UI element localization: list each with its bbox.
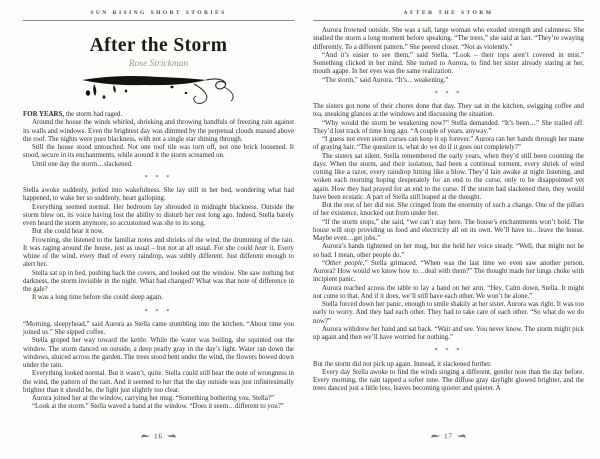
running-header-text: SUN RISING SHORT STORIES (90, 10, 227, 16)
story-paragraph: “The storm,” said Aurora. “It’s…weakening.” (322, 76, 449, 84)
story-paragraph: Every day Stella awoke to find the winds singing a different, gentler note than the day before. Every morning, the rain tapped a softer tune. The diffuse gray daylight glowed brighter, and the trees danced just a little less, leaves becoming quieter and quieter. A (313, 368, 584, 393)
left-page-text (23, 111, 294, 412)
story-paragraph: “I guess not even storm curses can keep it up forever.” Aurora ran her hands through her mane of graying hair. “The question is, what do we do if it goes out completely?” (313, 136, 584, 152)
left-page-footer (0, 433, 300, 441)
story-paragraph: “Look at the storm.” Stella waved a hand at the window. “Does it seem…different to you?” (32, 403, 284, 411)
right-running-header (313, 10, 584, 21)
right-page (300, 0, 600, 459)
story-paragraph: The sisters got none of their chores done that day. They sat in the kitchen, swigging coffee and tea, sneaking glances at the windows and discussing the situation. (313, 103, 584, 119)
story-paragraph: Stella sat up in bed, pushing back the covers, and looked out the window. She saw nothing but darkness, the storm invisible in the night. What had changed? What was that note of difference in the gale? (23, 269, 294, 293)
footer-ornament-icon (457, 433, 466, 441)
scene-break: * * * (144, 173, 173, 181)
story-paragraph: Around the house the winds whirled, shrieking and throwing handfuls of freezing rain against its walls and windows. Even the brightest day was dimmed by the perpetual clouds massed above the roof. The nights were pure blackness, with not a single star shining through. (23, 119, 294, 143)
scene-break: * * * (434, 89, 463, 97)
right-page-text (313, 27, 584, 394)
story-paragraph: Stella groped her way toward the kettle. While the water was boiling, she squinted out the window. The storm danced on outside, a deep pearly gray in the day’s light. Water ran down the windows, sluiced across the garden. The trees stood bent under the wind, the flowers bowed down under the rain. (23, 337, 294, 369)
story-paragraph: Still the house stood untouched. Not one roof tile was torn off, not one brick loosened. It stood, secure in its enchantments, while around it the storm screamed on. (23, 144, 294, 160)
story-paragraph: The sisters sat silent. Stella remembered the early years, when they’d still been counting the days. When the storm, and their isolation, had been a continual torment, every shriek of wind cutting like a razor, every raindrop hitting like a blow. They’d lain awake at night listening, and woken each morning hoping desperately for an end to the curse, only to be disappointed yet again. How they had prayed for an end to the curse. If the storm had slackened then, they would have been ecstatic. A part of Stella still leaped at the thought. (313, 152, 584, 201)
story-paragraph: It was a long time before she could sleep again. (32, 294, 163, 302)
story-paragraph: “If the storm stops,” she said, “we can’t stay here. The house’s enchantments won’t hold. The house will stop providing us food and electricity all on its own. We’ll have to…leave the house. Maybe even…get jobs.” (313, 218, 584, 242)
story-paragraph: But the storm did not pick up again. Instead, it slackened further. (313, 360, 492, 368)
footer-ornament-icon (167, 433, 176, 441)
story-paragraph: “And it’s easier to see them,” said Stella. “Look – their tops aren’t covered in mist.” Something clicked in her mind. She turned to Aurora, to find her sister already staring at her, mouth agape. In her eyes was the same realization. (313, 51, 584, 76)
story-paragraph: Aurora’s hands tightened on her mug, but she held her voice steady. “Well, that might not be so bad. I mean, other people do.” (313, 243, 584, 259)
story-paragraph: “Other people,” Stella grimaced. “When was the last time we even saw another person, Aurora? How would we know how to…deal with them?” The thought made her lungs choke with incipient panic. (313, 259, 584, 284)
story-paragraph: But she could hear it now. (32, 228, 104, 236)
story-author: Rose Strickman (128, 59, 189, 69)
story-paragraph: Stella awoke suddenly, jerked into wakefulness. She lay still in her bed, wondering what had happened, to wake her so suddenly, heart galloping. (23, 187, 294, 203)
left-page-number: 16 (154, 433, 163, 441)
story-paragraph: Everything seemed normal. Her bedroom lay shrouded in midnight blackness. Outside the storm blew on, its voice having lost the ability to disturb her rest long ago. Indeed, Stella barely even heard the storm anymore, so accustomed was she to its song. (23, 203, 294, 227)
story-paragraph: Aurora reached across the table to lay a hand on her arm. “Hey. Calm down, Stella. It might not come to that. And if it does, we’ll still have each other. We won’t be alone.” (313, 284, 584, 300)
story-paragraph: Aurora withdrew her hand and sat back. “Wait and see. You never know. The storm might pick up again and then we’ll have worried for nothing.” (313, 325, 584, 341)
story-paragraph: Aurora frowned outside. She was a tall, large woman who exuded strength and calmness. She studied the storm a long moment before speaking. “The trees,” she said at last. “They’re swaying differently. To a different pattern.” She peered closer. “Not as violently.” (313, 27, 584, 51)
footer-ornament-icon (141, 433, 150, 441)
right-page-number: 17 (444, 433, 453, 441)
title-block (23, 35, 294, 107)
story-paragraph: Everything looked normal. But it wasn’t, quite. Stella could still hear the note of wrongness in the wind, the pattern of the rain. And it seemed to her that the day outside was just infinitesimally brighter than it should be, the light just slightly too clear. (23, 370, 294, 394)
story-paragraph: “Morning, sleepyhead,” said Aurora as Stella came stumbling into the kitchen. “About time you joined us.” She sipped coffee. (23, 320, 294, 336)
running-header-text: AFTER THE STORM (403, 10, 494, 16)
story-title: After the Storm (89, 35, 228, 56)
story-paragraph: Until one day the storm…slackened. (32, 160, 133, 168)
scene-break: * * * (434, 347, 463, 355)
story-paragraph: Aurora joined her at the window, carrying her mug. “Something bothering you, Stella?” (32, 395, 274, 402)
story-paragraph: Frowning, she listened to the familiar notes and shrieks of the wind, the drumming of the rain. It was raging around the house, just as usual – but not at all usual. For she could hear it. Every whine of the wind, every thud of every raindrop, was subtly different. Just different enough to alert her. (23, 236, 294, 269)
ink-flourish-icon (74, 71, 244, 107)
right-page-footer (300, 433, 600, 441)
left-running-header (23, 10, 294, 21)
story-paragraph: But the rest of her did not. She cringed from the enormity of such a change. One of the pillars of her existence, knocked out from under her. (313, 202, 584, 218)
story-paragraph: “Why would the storm be weakening now?” Stella demanded. “It’s been…” She trailed off. They’d lost track of time long ago. “A couple of years, anyway.” (313, 119, 584, 135)
scene-break: * * * (144, 307, 173, 315)
story-paragraph: FOR YEARS, the storm had raged. (23, 111, 123, 118)
story-paragraph: Stella forced down her panic, enough to smile shakily at her sister. Aurora was right. It was too early to worry. And they had each other. They had to take care of each other. “So what do we do now?” (313, 301, 584, 325)
footer-ornament-icon (431, 433, 440, 441)
